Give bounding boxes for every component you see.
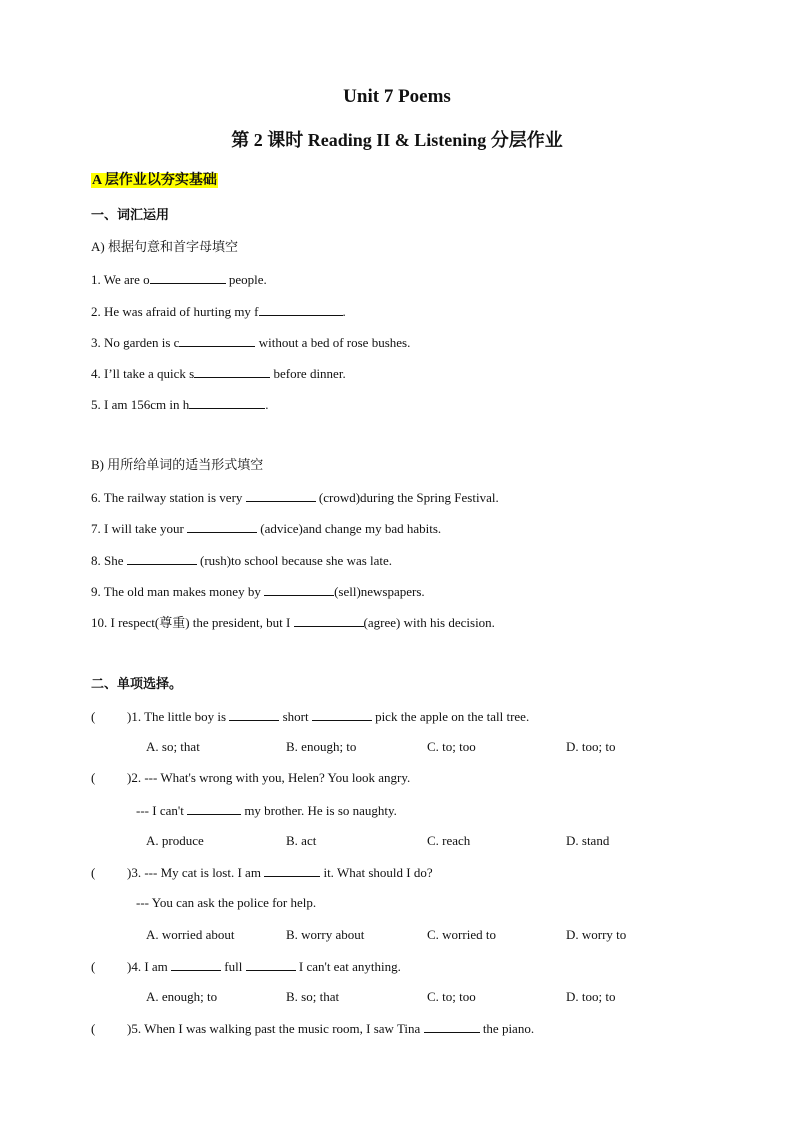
answer-blank[interactable] <box>246 489 316 502</box>
answer-blank <box>171 958 221 971</box>
answer-blank[interactable] <box>150 271 226 284</box>
answer-blank[interactable] <box>187 520 257 533</box>
section-b-heading: B) 用所给单词的适当形式填空 <box>91 457 264 472</box>
question-6: 6. The railway station is very (crowd)during the Spring Festival. <box>91 490 499 505</box>
option-c: C. worried to <box>427 927 496 942</box>
mc-question-3: ( )3. --- My cat is lost. I am it. What should I do? <box>91 865 433 880</box>
question-8: 8. She (rush)to school because she was late. <box>91 553 393 568</box>
option-c: C. reach <box>427 833 471 848</box>
answer-blank[interactable] <box>189 396 265 409</box>
question-4: 4. I’ll take a quick s before dinner. <box>91 366 346 381</box>
answer-blank[interactable] <box>264 583 334 596</box>
option-b: B. act <box>286 833 317 848</box>
answer-blank[interactable] <box>179 334 255 347</box>
answer-blank[interactable] <box>127 552 197 565</box>
option-a: A. enough; to <box>146 989 218 1004</box>
question-10: 10. I respect(尊重) the president, but I (agree) with his decision. <box>91 615 495 630</box>
option-a: A. so; that <box>146 739 200 754</box>
answer-blank <box>312 708 372 721</box>
mc-question-1: ( )1. The little boy is short pick the apple on the tall tree. <box>91 709 530 724</box>
answer-blank[interactable] <box>194 365 270 378</box>
answer-blank <box>424 1020 480 1033</box>
layer-a-heading: A 层作业以夯实基础 <box>92 173 217 188</box>
answer-paren[interactable]: ( <box>91 959 96 974</box>
answer-blank <box>187 802 241 815</box>
option-b: B. enough; to <box>286 739 357 754</box>
question-9: 9. The old man makes money by (sell)newspapers. <box>91 584 425 599</box>
page-subtitle: 第 2 课时 Reading II & Listening 分层作业 <box>231 130 563 150</box>
mc-question-2-reply: --- I can't my brother. He is so naughty. <box>136 803 397 818</box>
answer-blank[interactable] <box>294 614 364 627</box>
option-a: A. produce <box>146 833 204 848</box>
question-3: 3. No garden is c without a bed of rose bushes. <box>91 335 411 350</box>
option-a: A. worried about <box>146 927 235 942</box>
option-d: D. worry to <box>566 927 627 942</box>
answer-paren[interactable]: ( <box>91 770 96 785</box>
question-2: 2. He was afraid of hurting my f . <box>91 304 346 319</box>
option-b: B. worry about <box>286 927 365 942</box>
answer-blank <box>246 958 296 971</box>
option-d: D. too; to <box>566 989 616 1004</box>
mc-question-5: ( )5. When I was walking past the music room, I saw Tina the piano. <box>91 1021 535 1036</box>
option-d: D. too; to <box>566 739 616 754</box>
option-b: B. so; that <box>286 989 340 1004</box>
option-c: C. to; too <box>427 739 476 754</box>
answer-paren[interactable]: ( <box>91 865 96 880</box>
page-title: Unit 7 Poems <box>343 86 451 107</box>
question-1: 1. We are o people. <box>91 272 267 287</box>
answer-paren[interactable]: ( <box>91 1021 96 1036</box>
section-a-heading: A) 根据句意和首字母填空 <box>91 239 238 254</box>
mc-question-4: ( )4. I am full I can't eat anything. <box>91 959 401 974</box>
mc-question-3-reply: --- You can ask the police for help. <box>136 895 317 910</box>
part2-heading: 二、单项选择。 <box>91 676 183 691</box>
answer-blank[interactable] <box>259 303 343 316</box>
answer-paren[interactable]: ( <box>91 709 96 724</box>
mc-question-2: ( )2. --- What's wrong with you, Helen? You look angry. <box>91 770 411 785</box>
option-d: D. stand <box>566 833 610 848</box>
answer-blank <box>264 864 320 877</box>
question-7: 7. I will take your (advice)and change my bad habits. <box>91 521 442 536</box>
question-5: 5. I am 156cm in h . <box>91 397 269 412</box>
part1-heading: 一、词汇运用 <box>91 207 170 222</box>
answer-blank <box>229 708 279 721</box>
option-c: C. to; too <box>427 989 476 1004</box>
